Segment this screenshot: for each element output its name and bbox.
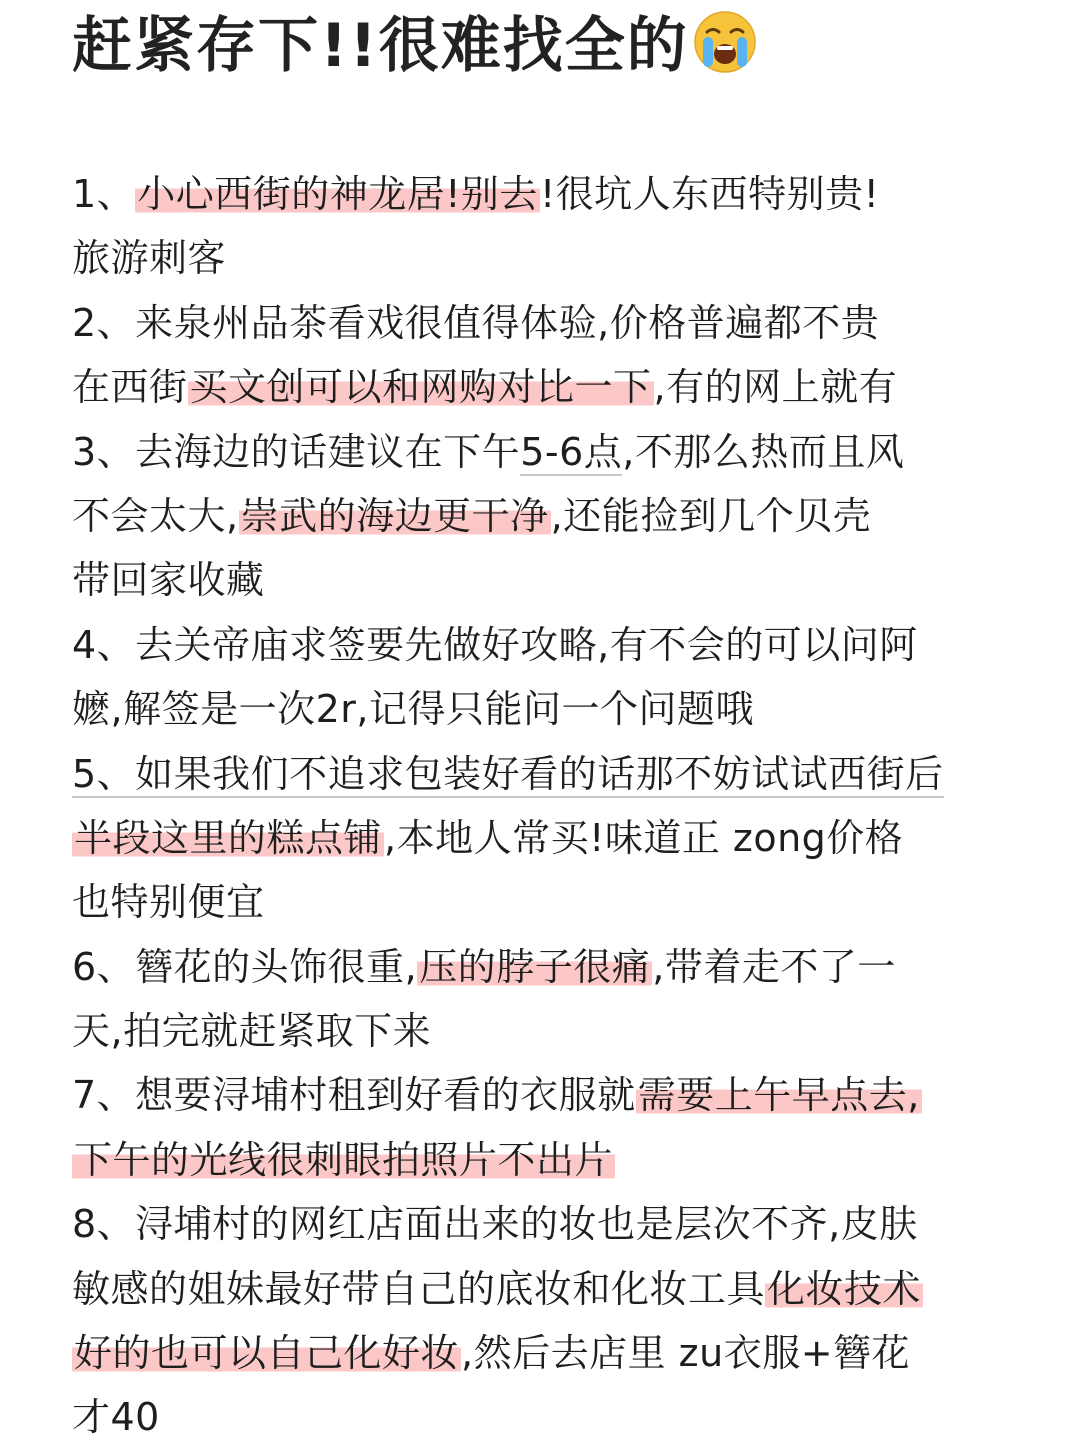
tip-4-line-2: 嬷,解签是一次2r,记得只能问一个问题哦 bbox=[72, 687, 754, 732]
tip-2-line-1: 2、来泉州品茶看戏很值得体验,价格普遍都不贵 bbox=[72, 300, 880, 345]
tip-5-line-1: 5、如果我们不追求包装好看的话那不妨试试西街后 bbox=[72, 751, 944, 796]
tip-1-line-2: 旅游刺客 bbox=[72, 236, 227, 281]
tip-3-line-3: 带回家收藏 bbox=[72, 558, 265, 603]
tip-5-line-3: 也特别便宜 bbox=[72, 880, 265, 925]
tip-5-highlight: 半段这里的糕点铺 bbox=[74, 815, 383, 860]
tip-1-line-1: 1、小心西街的神龙居!别去!很坑人东西特别贵! bbox=[72, 172, 880, 216]
tip-8-line-4: 才40 bbox=[72, 1395, 160, 1440]
tip-7-highlight-b: 下午的光线很刺眼拍照片不出片 bbox=[74, 1137, 614, 1182]
tip-6-line-1: 6、簪花的头饰很重,压的脖子很痛,带着走不了一 bbox=[72, 944, 896, 989]
page-title-text: 赶紧存下!!很难找全的 bbox=[72, 11, 689, 81]
tip-8-line-1: 8、浔埔村的网红店面出来的妆也是层次不齐,皮肤 bbox=[72, 1202, 918, 1247]
tip-8-line-2: 敏感的姐妹最好带自己的底妆和化妆工具化妆技术 bbox=[72, 1266, 922, 1311]
tip-8-highlight-a: 化妆技术 bbox=[767, 1266, 922, 1311]
tip-7-line-2 bbox=[72, 1128, 1017, 1192]
tip-2-line-2: 在西街买文创可以和网购对比一下,有的网上就有 bbox=[72, 365, 898, 410]
tip-6-line-2: 天,拍完就赶紧取下来 bbox=[72, 1009, 432, 1054]
tip-7-highlight-a: 需要上午早点去, bbox=[637, 1073, 920, 1118]
tip-6-highlight: 压的脖子很痛 bbox=[419, 944, 651, 989]
tip-8-line-3: 好的也可以自己化好妆,然后去店里 zu衣服+簪花 bbox=[74, 1331, 911, 1376]
tip-3-highlight: 崇武的海边更干净 bbox=[240, 493, 549, 538]
tip-7-line-1: 7、想要浔埔村租到好看的衣服就需要上午早点去, bbox=[72, 1073, 920, 1118]
tip-2-highlight: 买文创可以和网购对比一下 bbox=[189, 365, 652, 410]
page-title bbox=[72, 6, 757, 86]
loudly-crying-face-emoji-icon bbox=[693, 10, 757, 74]
tip-3-time-underline: 5-6点 bbox=[520, 429, 623, 474]
tip-5-line-2: 半段这里的糕点铺,本地人常买!味道正 zong价格 bbox=[74, 815, 904, 860]
tip-3-line-1: 3、去海边的话建议在下午5-6点,不那么热而且风 bbox=[72, 429, 905, 474]
tips-list bbox=[72, 162, 1017, 1450]
tip-1-highlight: 小心西街的神龙居!别去 bbox=[137, 172, 538, 216]
tip-4-line-1: 4、去关帝庙求签要先做好攻略,有不会的可以问阿 bbox=[72, 622, 918, 667]
tip-3-line-2: 不会太大,崇武的海边更干净,还能捡到几个贝壳 bbox=[72, 493, 872, 538]
tip-8-highlight-b: 好的也可以自己化好妆 bbox=[74, 1331, 460, 1376]
